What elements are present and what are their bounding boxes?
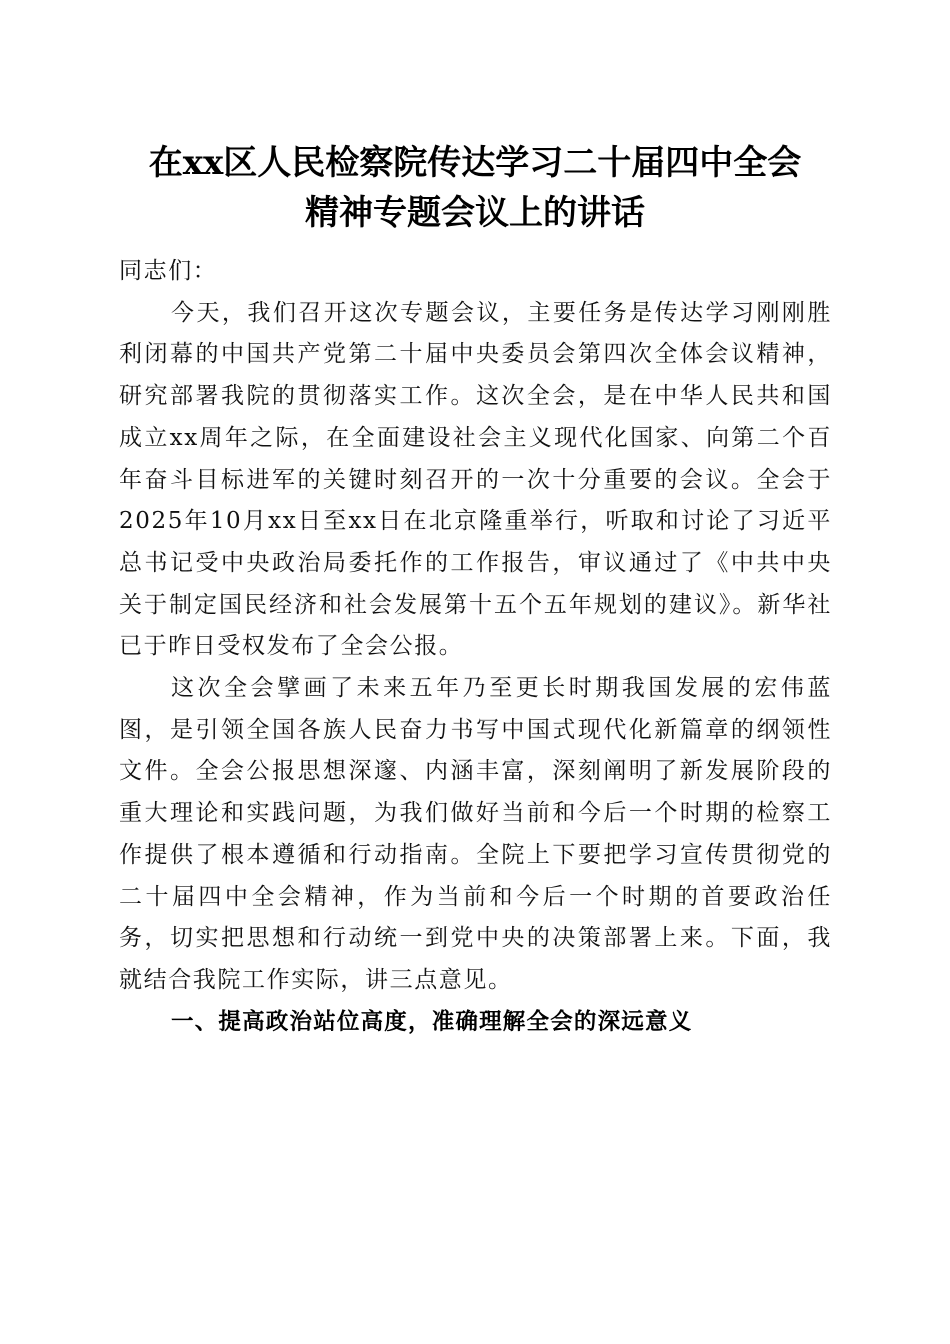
document-body	[119, 251, 832, 1043]
paragraph-1: 今天，我们召开这次专题会议，主要任务是传达学习刚刚胜利闭幕的中国共产党第二十届中央委员会第四次全体会议精神，研究部署我院的贯彻落实工作。这次全会，是在中华人民共和国成立xx周年之际，在全面建设社会主义现代化国家、向第二个百年奋斗目标进军的关键时刻召开的一次十分重要的会议。全会于2025年10月xx日至xx日在北京隆重举行，听取和讨论了习近平总书记受中央政治局委托作的工作报告，审议通过了《中共中央关于制定国民经济和社会发展第十五个五年规划的建议》。新华社已于昨日受权发布了全会公报。	[119, 299, 832, 660]
salutation: 同志们：	[119, 258, 218, 284]
title-line-2: 精神专题会议上的讲话	[305, 193, 645, 233]
paragraph-2: 这次全会擘画了未来五年乃至更长时期我国发展的宏伟蓝图，是引领全国各族人民奋力书写中国式现代化新篇章的纲领性文件。全会公报思想深邃、内涵丰富，深刻阐明了新发展阶段的重大理论和实践问题，为我们做好当前和今后一个时期的检察工作提供了根本遵循和行动指南。全院上下要把学习宣传贯彻党的二十届四中全会精神，作为当前和今后一个时期的首要政治任务，切实把思想和行动统一到党中央的决策部署上来。下面，我就结合我院工作实际，讲三点意见。	[119, 675, 832, 993]
section-heading-1: 一、提高政治站位高度，准确理解全会的深远意义	[171, 1008, 693, 1035]
title-line-1: 在xx区人民检察院传达学习二十届四中全会	[148, 143, 802, 183]
document-title	[100, 138, 850, 238]
